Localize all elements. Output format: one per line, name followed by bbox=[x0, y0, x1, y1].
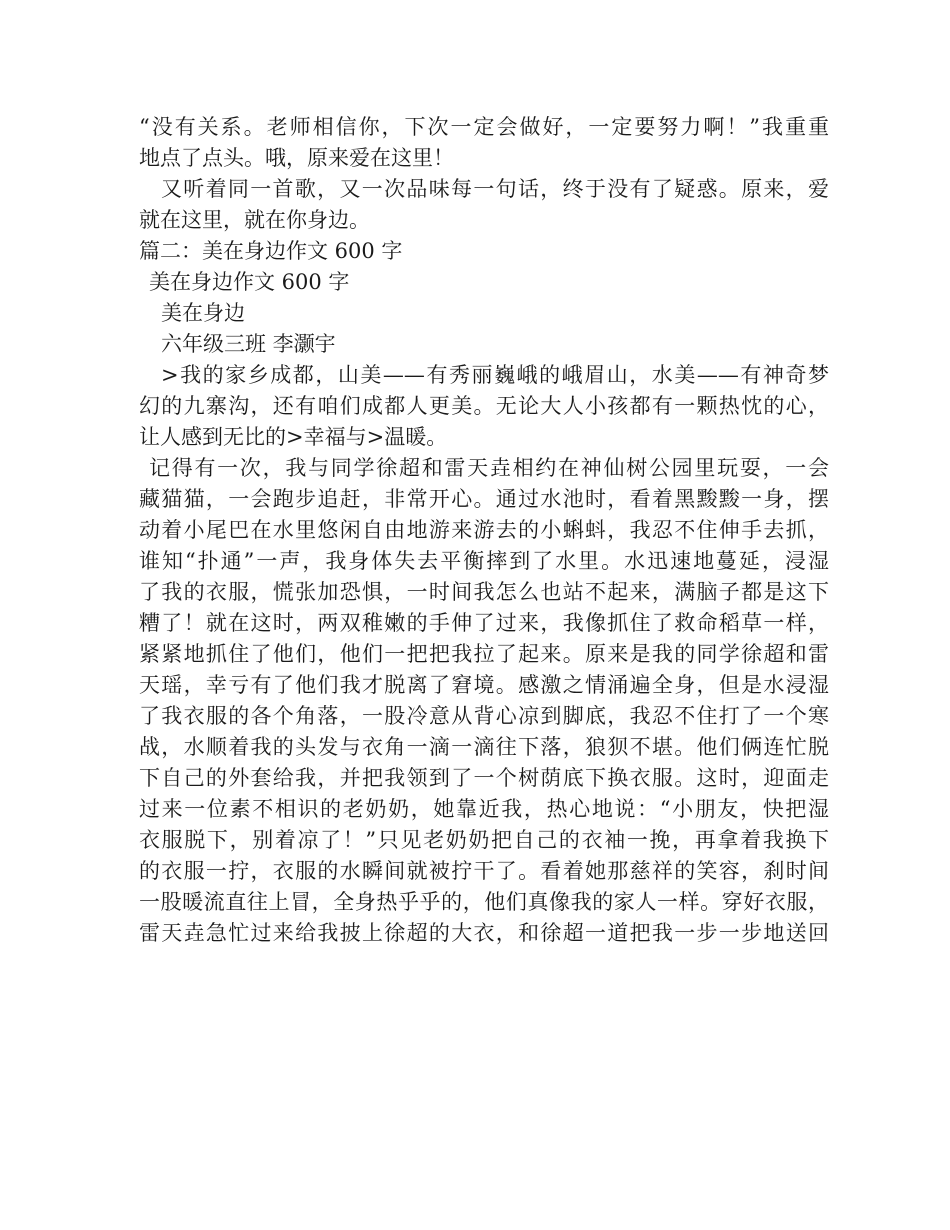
text-line: 美在身边作文 600 字 bbox=[149, 270, 350, 294]
text-line: 篇二：美在身边作文 600 字 bbox=[139, 239, 403, 263]
text-line: 六年级三班 李灏宇 bbox=[161, 332, 336, 356]
text-line: 天瑶，幸亏有了他们我才脱离了窘境。感激之情涌遍全身，但是水浸湿 bbox=[139, 673, 829, 697]
text-line: 幻的九寨沟，还有咱们成都人更美。无论大人小孩都有一颗热忱的心， bbox=[139, 394, 829, 418]
text-line: 藏猫猫，一会跑步追赶，非常开心。通过水池时，看着黑黢黢一身，摆 bbox=[139, 487, 829, 511]
text-line: 紧紧地抓住了他们，他们一把把我拉了起来。原来是我的同学徐超和雷 bbox=[139, 642, 829, 666]
text-line: 就在这里，就在你身边。 bbox=[139, 208, 370, 232]
text-line: 地点了点头。哦，原来爱在这里！ bbox=[139, 146, 454, 170]
text-line: 美在身边 bbox=[161, 301, 245, 325]
text-line: 谁知“扑通”一声，我身体失去平衡摔到了水里。水迅速地蔓延，浸湿 bbox=[139, 549, 829, 573]
text-line: 糟了！就在这时，两双稚嫩的手伸了过来，我像抓住了救命稻草一样， bbox=[139, 611, 829, 635]
text-line: >我的家乡成都，山美——有秀丽巍峨的峨眉山，水美——有神奇梦 bbox=[161, 363, 829, 387]
text-line: 动着小尾巴在水里悠闲自由地游来游去的小蝌蚪，我忍不住伸手去抓， bbox=[139, 518, 829, 542]
text-line: 一股暖流直往上冒，全身热乎乎的，他们真像我的家人一样。穿好衣服， bbox=[139, 890, 829, 914]
essay-text bbox=[139, 112, 829, 949]
text-line: 让人感到无比的>幸福与>温暖。 bbox=[139, 425, 448, 449]
text-line: 的衣服一拧，衣服的水瞬间就被拧干了。看着她那慈祥的笑容，刹时间 bbox=[139, 859, 829, 883]
text-line: 过来一位素不相识的老奶奶，她靠近我，热心地说：“小朋友，快把湿 bbox=[139, 797, 829, 821]
text-line: 了我衣服的各个角落，一股冷意从背心凉到脚底，我忍不住打了一个寒 bbox=[139, 704, 829, 728]
text-line: 又听着同一首歌，又一次品味每一句话，终于没有了疑惑。原来，爱 bbox=[161, 177, 829, 201]
text-line: 战，水顺着我的头发与衣角一滴一滴往下落，狼狈不堪。他们俩连忙脱 bbox=[139, 735, 829, 759]
text-line: 了我的衣服，慌张加恐惧，一时间我怎么也站不起来，满脑子都是这下 bbox=[139, 580, 829, 604]
text-line: 下自己的外套给我，并把我领到了一个树荫底下换衣服。这时，迎面走 bbox=[139, 766, 829, 790]
text-line: 记得有一次，我与同学徐超和雷天垚相约在神仙树公园里玩耍，一会 bbox=[149, 456, 829, 480]
text-line: 衣服脱下，别着凉了！”只见老奶奶把自己的衣袖一挽，再拿着我换下 bbox=[139, 828, 829, 852]
text-line: “没有关系。老师相信你，下次一定会做好，一定要努力啊！”我重重 bbox=[139, 115, 829, 139]
text-line: 雷天垚急忙过来给我披上徐超的大衣，和徐超一道把我一步一步地送回 bbox=[139, 921, 829, 945]
